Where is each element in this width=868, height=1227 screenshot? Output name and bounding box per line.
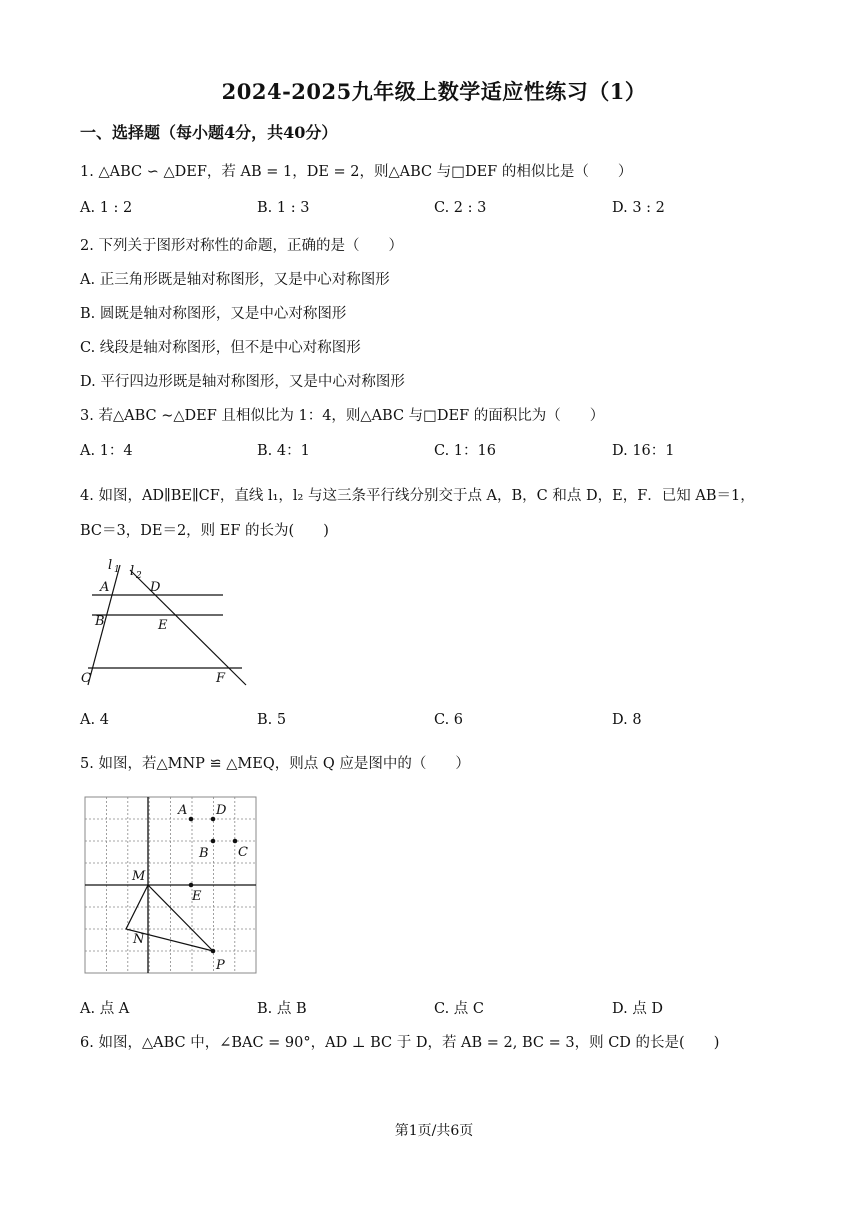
point-d-dot (211, 817, 216, 822)
q4-parallel-lines-figure (70, 555, 260, 695)
q3-option-c: C. 1：16 (434, 443, 496, 459)
point-e-label: E (192, 889, 202, 904)
q1-option-d: D. 3 : 2 (612, 200, 665, 216)
point-a-dot (189, 817, 194, 822)
q1-option-c: C. 2 : 3 (434, 200, 487, 216)
point-p-dot (211, 949, 216, 954)
point-m-label: M (132, 869, 146, 884)
q5-option-d: D. 点 D (612, 1001, 664, 1017)
label-l1: l (108, 558, 113, 573)
question-4-line-2: BC＝3，DE＝2，则 EF 的长为( ) (80, 523, 329, 539)
q4-option-a: A. 4 (80, 712, 109, 728)
q4-option-d: D. 8 (612, 712, 642, 728)
point-n-label: N (133, 932, 145, 947)
point-f-label: F (216, 671, 226, 686)
section-heading: 一、选择题（每小题4分，共40分） (80, 123, 338, 142)
question-1-text: 1. △ABC ∽ △DEF，若 AB = 1，DE = 2，则△ABC 与□DEF 的相似比是（ ） (80, 164, 633, 180)
page-footer: 第1页/共6页 (394, 1123, 474, 1139)
q5-option-b: B. 点 B (257, 1001, 307, 1017)
label-l2-sub: 2 (136, 571, 142, 581)
point-c-dot (233, 839, 238, 844)
page-title: 2024-2025九年级上数学适应性练习（1） (221, 79, 647, 104)
q2-option-d: D. 平行四边形既是轴对称图形，又是中心对称图形 (80, 374, 405, 390)
q3-option-d: D. 16：1 (612, 443, 675, 459)
point-c-label: C (238, 845, 248, 860)
question-5-text: 5. 如图，若△MNP ≌ △MEQ，则点 Q 应是图中的（ ） (80, 756, 470, 772)
q2-option-c: C. 线段是轴对称图形，但不是中心对称图形 (80, 340, 361, 356)
point-d-label: D (216, 803, 227, 818)
point-c-label: C (81, 671, 91, 686)
q5-option-a: A. 点 A (80, 1001, 130, 1017)
point-e-label: E (158, 618, 168, 633)
question-6-text: 6. 如图，△ABC 中，∠BAC = 90°，AD ⊥ BC 于 D，若 AB = 2, BC = 3，则 CD 的长是( ) (80, 1035, 720, 1051)
point-p-label: P (216, 958, 225, 973)
point-b-label: B (199, 846, 209, 861)
question-4-line-1: 4. 如图，AD∥BE∥CF，直线 l₁，l₂ 与这三条平行线分别交于点 A，B，C 和点 D，E，F．已知 AB＝1， (80, 488, 755, 504)
q3-option-b: B. 4：1 (257, 443, 310, 459)
point-a-label: A (178, 803, 188, 818)
point-b-dot (211, 839, 216, 844)
q1-option-a: A. 1 : 2 (80, 200, 133, 216)
q3-option-a: A. 1：4 (80, 443, 133, 459)
q5-option-c: C. 点 C (434, 1001, 484, 1017)
point-b-label: B (95, 614, 105, 629)
q4-option-c: C. 6 (434, 712, 464, 728)
label-l2: l (130, 564, 135, 579)
q2-option-b: B. 圆既是轴对称图形，又是中心对称图形 (80, 306, 347, 322)
q4-option-b: B. 5 (257, 712, 287, 728)
point-e-dot (189, 883, 194, 888)
q5-grid-figure (80, 792, 262, 982)
label-l1-sub: 1 (114, 565, 120, 575)
point-d-label: D (150, 580, 161, 595)
question-2-text: 2. 下列关于图形对称性的命题，正确的是（ ） (80, 238, 403, 254)
question-3-text: 3. 若△ABC ∼△DEF 且相似比为 1：4，则△ABC 与□DEF 的面积比为（ ） (80, 408, 605, 424)
q1-option-b: B. 1 : 3 (257, 200, 310, 216)
q2-option-a: A. 正三角形既是轴对称图形，又是中心对称图形 (80, 272, 390, 288)
point-a-label: A (100, 580, 110, 595)
